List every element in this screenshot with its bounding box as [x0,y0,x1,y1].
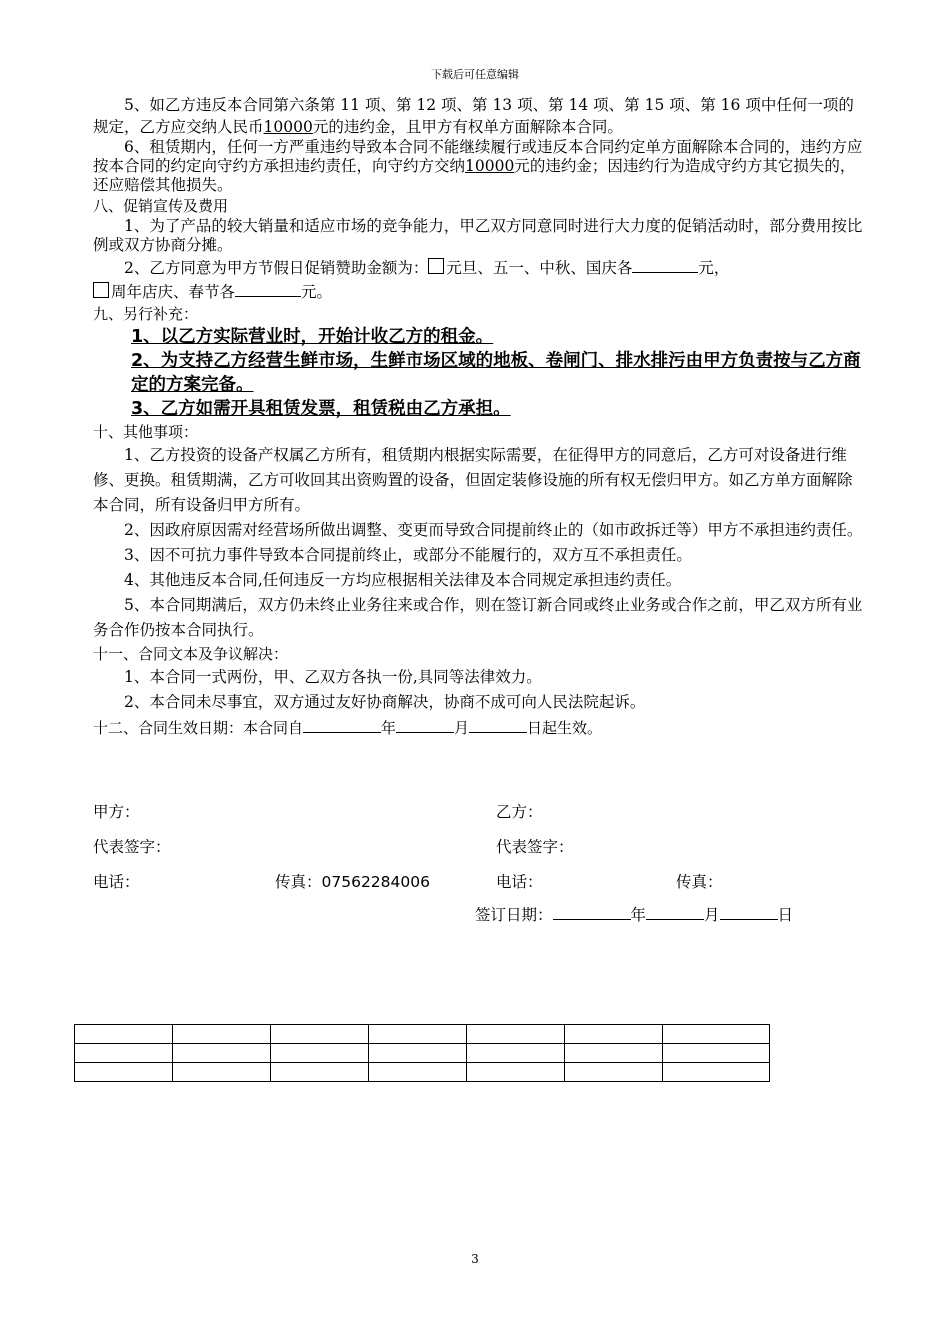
table-cell [271,1025,369,1044]
section-11-item-1: 1、本合同一式两份，甲、乙双方各执一份,具同等法律效力。 [124,668,542,686]
section-11-item-2: 2、本合同未尽事宜，双方通过友好协商解决，协商不成可向人民法院起诉。 [124,693,646,711]
penalty-amount: 10000 [465,157,515,175]
section-11-title: 十一、合同文本及争议解决： [93,645,289,663]
party-b-rep-label: 代表签字： [496,838,574,856]
table-cell [369,1025,467,1044]
table-cell [369,1063,467,1082]
table-cell [369,1044,467,1063]
table-cell [663,1025,770,1044]
supplement-item-1: 1、以乙方实际营业时，开始计收乙方的租金。 [131,327,494,347]
supplement-item-2: 2、为支持乙方经营生鲜市场，生鲜市场区域的地板、卷闸门、排水排污由甲方负责按与乙方商定的方案完备。 [131,351,861,395]
blank-day[interactable] [469,717,527,733]
empty-grid-table [74,1024,770,1082]
table-cell [271,1063,369,1082]
table-cell [173,1063,271,1082]
table-cell [173,1025,271,1044]
section-8-title: 八、促销宣传及费用 [93,197,229,215]
penalty-amount: 10000 [263,118,313,136]
table-row [75,1025,770,1044]
party-b-phone-label: 电话： [496,873,543,891]
blank-field[interactable] [235,281,301,297]
section-8-item-2: 2、乙方同意为甲方节假日促销赞助金额为： 元旦、五一、中秋、国庆各 元， [124,259,730,277]
table-cell [271,1044,369,1063]
section-10-item-5: 5、本合同期满后，双方仍未终止业务往来或合作，则在签订新合同或终止业务或合作之前，甲乙双方所有业务合作仍按本合同执行。 [93,596,863,639]
section-12: 十二、合同生效日期：本合同自 年 月 日起生效。 [93,719,603,737]
party-a-phone-label: 电话： [93,873,140,891]
section-10-item-1: 1、乙方投资的设备产权属乙方所有，租赁期内根据实际需要，在征得甲方的同意后，乙方可对设备进行维修、更换。租赁期满，乙方可收回其出资购置的设备，但固定装修设施的所有权无偿归甲方。如乙方单方面解除本合同，所有设备归甲方所有。 [93,446,853,514]
clause-6: 6、租赁期内，任何一方严重违约导致本合同不能继续履行或违反本合同约定单方面解除本合同的，违约方应按本合同的约定向守约方承担违约责任，向守约方交纳10000元的违约金；因违约行为造成守约方其它损失的，还应赔偿其他损失。 [93,138,863,194]
table-cell [75,1044,173,1063]
table-cell [173,1044,271,1063]
section-8-item-1: 1、为了产品的较大销量和适应市场的竞争能力，甲乙双方同意同时进行大力度的促销活动时，部分费用按比例或双方协商分摊。 [93,217,863,254]
party-b-label: 乙方： [496,803,543,821]
contract-body [93,94,863,741]
section-8-item-2-cont: 周年店庆、春节各 元。 [93,281,863,303]
section-9-title: 九、另行补充： [93,305,199,323]
supplement-item-3: 3、乙方如需开具租赁发票，租赁税由乙方承担。 [131,399,511,419]
section-10-title: 十、其他事项： [93,423,199,441]
section-10-item-3: 3、因不可抗力事件导致本合同提前终止，或部分不能履行的，双方互不承担责任。 [124,546,692,564]
table-cell [467,1044,565,1063]
table-cell [663,1044,770,1063]
table-cell [565,1044,663,1063]
section-10-item-4: 4、其他违反本合同,任何违反一方均应根据相关法律及本合同规定承担违约责任。 [124,571,682,589]
blank-field[interactable] [632,257,698,273]
section-10-item-2: 2、因政府原因需对经营场所做出调整、变更而导致合同提前终止的（如市政拆迁等）甲方不承担违约责任。 [124,521,863,539]
table-cell [467,1063,565,1082]
blank-year[interactable] [553,904,631,920]
party-b-fax-label: 传真： [676,873,723,891]
table-cell [467,1025,565,1044]
sign-date: 签订日期： 年 月 日 [475,906,794,924]
party-a-label: 甲方： [93,803,140,821]
blank-year[interactable] [303,717,381,733]
blank-month[interactable] [396,717,454,733]
table-cell [663,1063,770,1082]
party-a-rep-label: 代表签字： [93,838,171,856]
table-cell [75,1063,173,1082]
blank-day[interactable] [720,904,778,920]
table-cell [565,1063,663,1082]
table-row [75,1044,770,1063]
page-header: 下载后可任意编辑 [431,68,519,81]
clause-5: 5、如乙方违反本合同第六条第 11 项、第 12 项、第 13 项、第 14 项、第 15 项、第 16 项中任何一项的规定，乙方应交纳人民币10000元的违约金，且甲方有权单方面解除本合同。 [93,96,854,136]
blank-month[interactable] [646,904,704,920]
table-cell [75,1025,173,1044]
checkbox[interactable] [93,282,109,298]
page-number: 3 [471,1252,479,1266]
checkbox[interactable] [428,258,444,274]
table-row [75,1063,770,1082]
table-cell [565,1025,663,1044]
party-a-fax: 传真：07562284006 [275,873,430,891]
